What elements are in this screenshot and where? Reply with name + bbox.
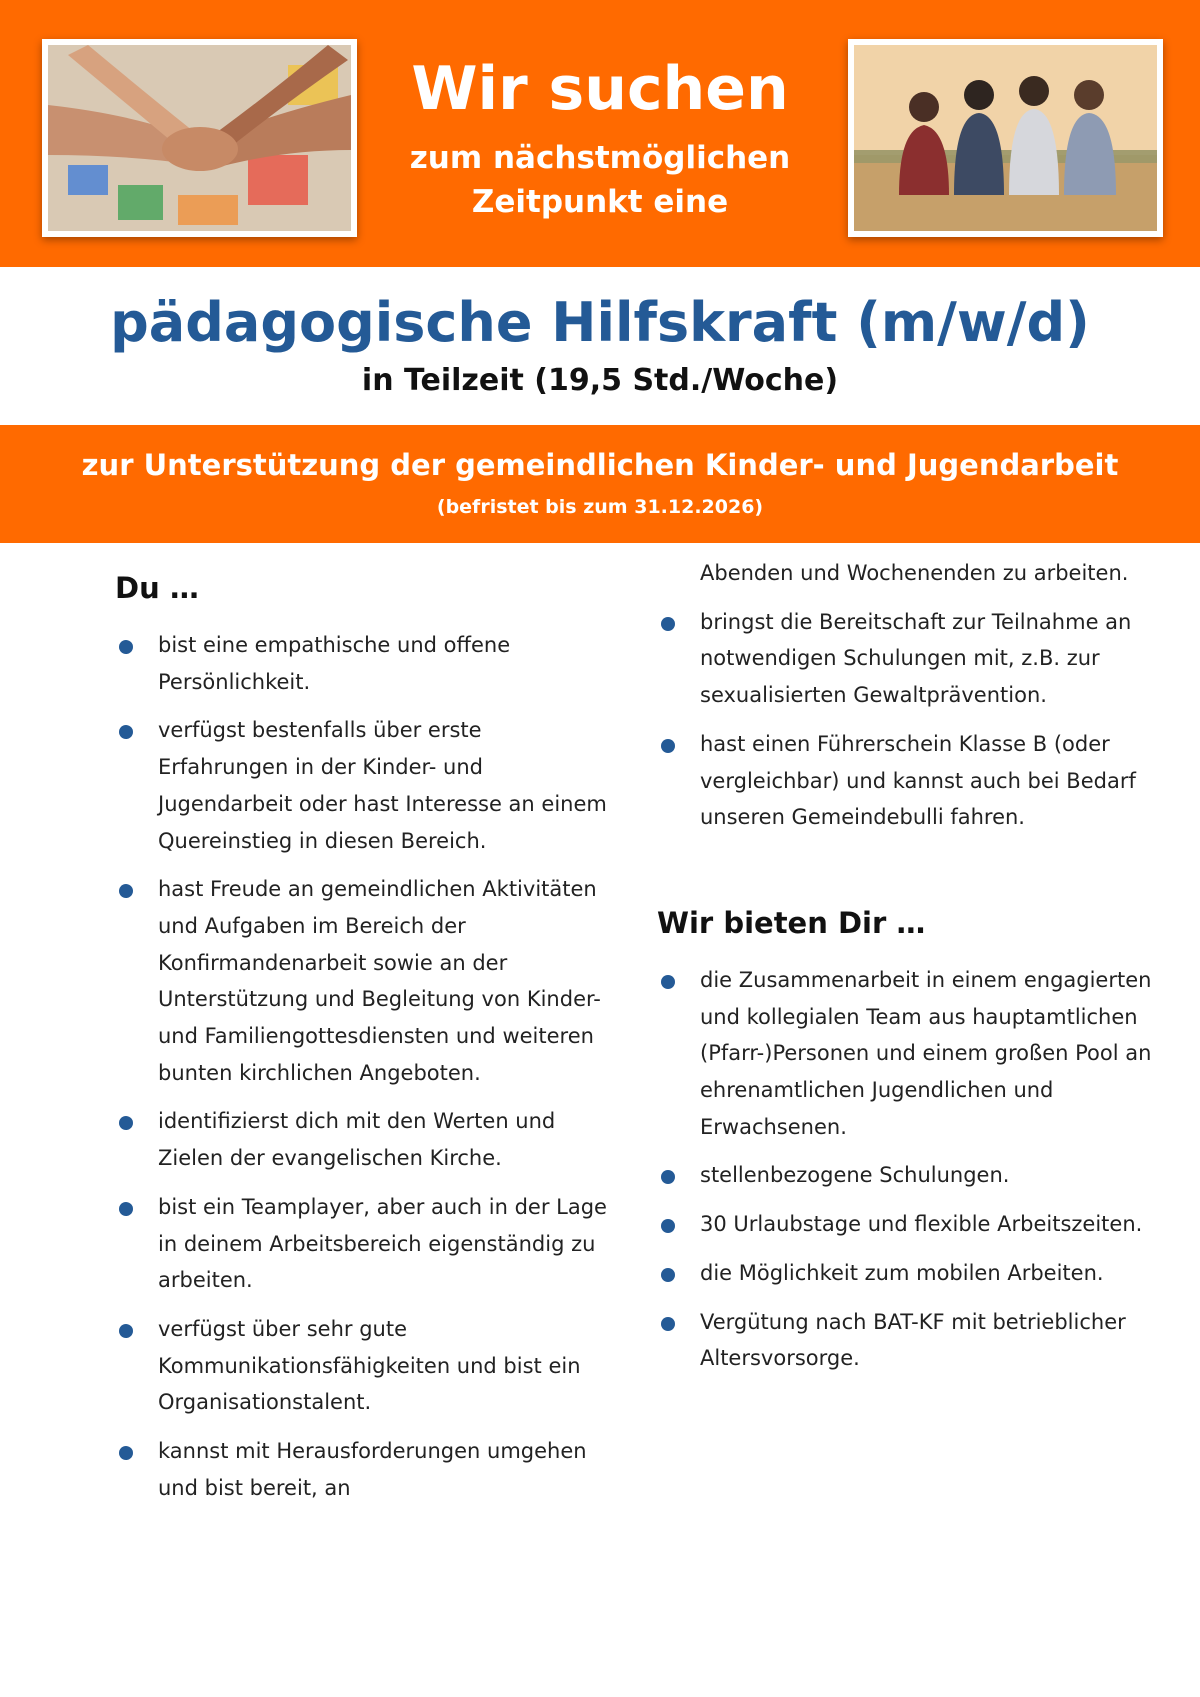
subheadline-line-2: Zeitpunkt eine xyxy=(471,184,729,220)
bullet-icon xyxy=(661,1170,675,1184)
job-title-block xyxy=(0,267,1200,425)
headline-group xyxy=(380,46,820,224)
list-item xyxy=(115,871,610,1091)
photo-group-friends xyxy=(848,39,1163,237)
list-item-text: die Möglichkeit zum mobilen Arbeiten. xyxy=(700,1260,1104,1285)
purpose-title: zur Unterstützung der gemeindlichen Kinder- und Jugendarbeit xyxy=(81,448,1119,482)
list-item-text: bringst die Bereitschaft zur Teilnahme an notwendigen Schulungen mit, z.B. zur sexualisierten Gewaltprävention. xyxy=(700,609,1132,708)
group-of-friends-image-icon xyxy=(854,45,1157,231)
offer-heading: Wir bieten Dir … xyxy=(657,905,926,940)
list-item-continuation: Abenden und Wochenenden zu arbeiten. xyxy=(700,561,1129,585)
requirements-column xyxy=(115,567,610,1518)
list-item-text: verfügst über sehr gute Kommunikationsfähigkeiten und bist ein Organisationstalent. xyxy=(158,1316,581,1415)
list-item xyxy=(115,1433,610,1506)
list-item xyxy=(657,726,1152,836)
list-item xyxy=(657,1206,1152,1243)
list-item xyxy=(115,1311,610,1421)
bullet-icon xyxy=(119,640,133,654)
list-item xyxy=(115,712,610,859)
purpose-banner xyxy=(0,425,1200,543)
requirements-heading: Du … xyxy=(115,571,199,605)
list-item-text: bist ein Teamplayer, aber auch in der Lage in deinem Arbeitsbereich eigenständig zu arbeiten. xyxy=(158,1194,607,1293)
list-item xyxy=(115,1103,610,1176)
bullet-icon xyxy=(661,739,675,753)
offer-list xyxy=(657,962,1152,1377)
list-item xyxy=(657,1304,1152,1377)
list-item xyxy=(657,962,1152,1146)
list-item-text: hast Freude an gemeindlichen Aktivitäten und Aufgaben im Bereich der Konfirmandenarbeit sowie an der Unterstützung und Begleitung von Kinder- und Familiengottesdiensten und weiteren bunten kirchlichen Angeboten. xyxy=(158,877,601,1085)
photo-stacked-hands xyxy=(42,39,357,237)
headline: Wir suchen xyxy=(411,54,789,124)
bullet-icon xyxy=(661,1317,675,1331)
bullet-icon xyxy=(119,1324,133,1338)
list-item-text: kannst mit Herausforderungen umgehen und bist bereit, an xyxy=(158,1439,587,1500)
list-item xyxy=(657,1255,1152,1292)
bullet-icon xyxy=(661,975,675,989)
header-banner xyxy=(0,0,1200,267)
subheadline-line-1: zum nächstmöglichen xyxy=(409,140,791,176)
list-item xyxy=(657,604,1152,714)
bullet-icon xyxy=(119,1202,133,1216)
bullet-icon xyxy=(119,1116,133,1130)
list-item xyxy=(115,627,610,700)
list-item-text: verfügst bestenfalls über erste Erfahrungen in der Kinder- und Jugendarbeit oder hast Interesse an einem Quereinstieg in diesen Bereich. xyxy=(158,718,607,853)
job-subtitle: in Teilzeit (19,5 Std./Woche) xyxy=(361,363,839,398)
list-item-text: hast einen Führerschein Klasse B (oder vergleichbar) und kannst auch bei Bedarf unseren Gemeindebulli fahren. xyxy=(700,731,1136,830)
bullet-icon xyxy=(119,725,133,739)
job-title: pädagogische Hilfskraft (m/w/d) xyxy=(110,291,1090,354)
list-item-text: identifizierst dich mit den Werten und Zielen der evangelischen Kirche. xyxy=(158,1109,556,1171)
list-item xyxy=(657,1157,1152,1194)
bullet-icon xyxy=(661,1268,675,1282)
bullet-icon xyxy=(661,617,675,631)
bullet-icon xyxy=(119,1446,133,1460)
list-item xyxy=(115,1189,610,1299)
bullet-icon xyxy=(119,884,133,898)
bullet-icon xyxy=(661,1219,675,1233)
requirements-offer-column xyxy=(657,555,1152,1389)
list-item-text: die Zusammenarbeit in einem engagierten und kollegialen Team aus hauptamtlichen (Pfarr-)Personen und einem großen Pool an ehrenamtlichen Jugendlichen und Erwachsenen. xyxy=(700,967,1152,1139)
stacked-hands-image-icon xyxy=(48,45,351,231)
requirements-list xyxy=(115,627,610,1506)
list-item-text: 30 Urlaubstage und flexible Arbeitszeiten. xyxy=(700,1212,1143,1237)
requirements-list-continued xyxy=(657,604,1152,836)
purpose-note: (befristet bis zum 31.12.2026) xyxy=(436,496,764,518)
list-item-text: stellenbezogene Schulungen. xyxy=(700,1163,1010,1188)
list-item-text: bist eine empathische und offene Persönlichkeit. xyxy=(158,633,511,694)
list-item-text: Vergütung nach BAT-KF mit betrieblicher Altersvorsorge. xyxy=(700,1309,1126,1371)
